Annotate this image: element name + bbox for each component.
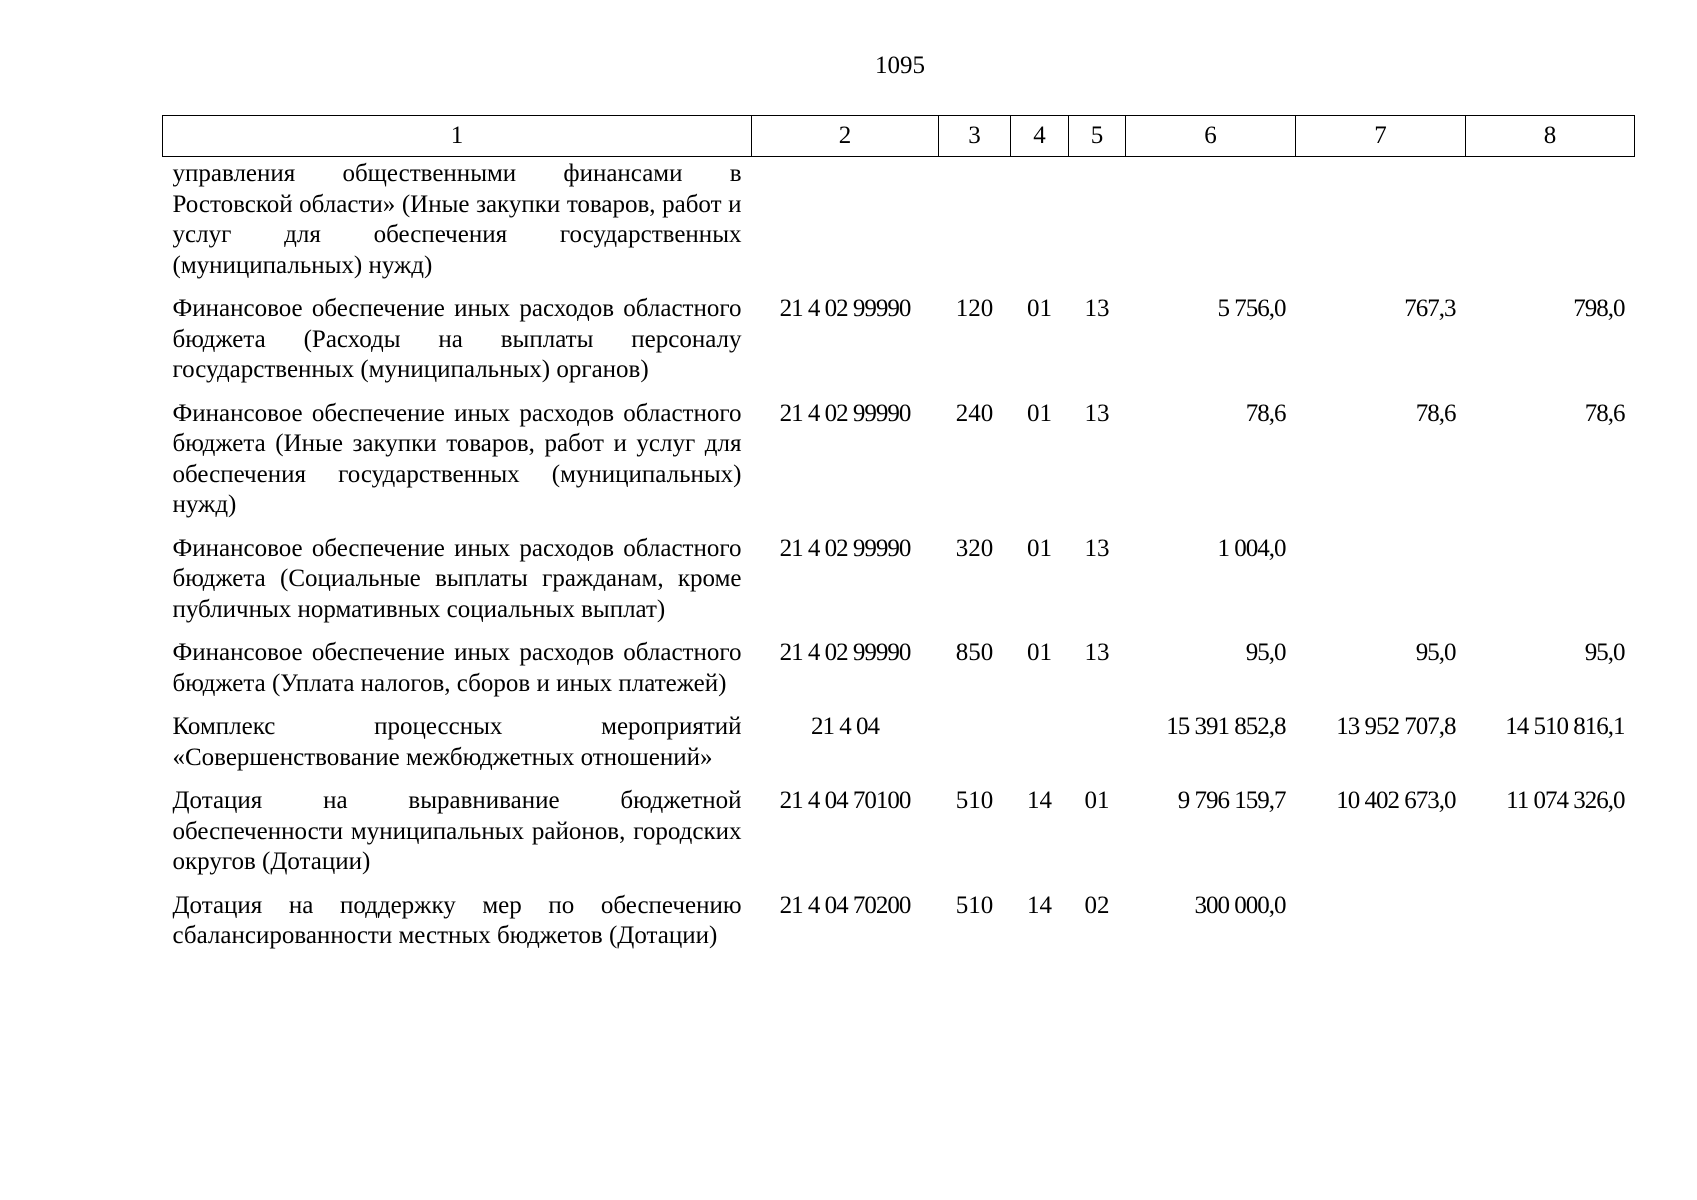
header-col-1: 1 [163,116,752,157]
row-section [1011,707,1069,781]
row-amount-col8: 798,0 [1573,295,1625,322]
row-target-code: 21 4 04 [811,713,879,740]
row-description: Дотация на выравнивание бюджетной обеспеченности муниципальных районов, городских округов (Дотации) [172,787,742,875]
table-row [163,707,1635,781]
table-row [163,157,1635,290]
header-col-8: 8 [1466,116,1635,157]
table-header [163,116,1635,157]
row-expense-type: 320 [955,534,994,562]
row-section: 01 [1027,295,1052,322]
table-row [163,781,1635,886]
row-description: Комплекс процессных мероприятий «Совершенствование межбюджетных отношений» [172,713,742,771]
row-amount-col7: 10 402 673,0 [1336,787,1456,814]
row-amount-col6 [1126,157,1296,290]
row-amount-col6: 5 756,0 [1217,295,1286,322]
row-amount-col8 [1466,886,1635,960]
row-expense-type: 850 [955,639,994,666]
row-amount-col7: 767,3 [1404,295,1456,322]
header-col-7: 7 [1296,116,1466,157]
page-number: 1095 [875,52,925,79]
row-expense-type [939,157,1011,290]
row-description: Дотация на поддержку мер по обеспечению сбалансированности местных бюджетов (Дотации) [172,891,742,949]
header-col-5: 5 [1069,116,1126,157]
row-amount-col7: 78,6 [1415,399,1456,427]
row-description: Финансовое обеспечение иных расходов областного бюджета (Уплата налогов, сборов и иных платежей) [172,639,742,697]
row-amount-col8: 11 074 326,0 [1506,787,1625,814]
row-subsection: 13 [1084,534,1110,562]
row-amount-col8 [1466,157,1635,290]
row-section: 01 [1027,534,1052,562]
row-target-code: 21 4 02 99990 [779,399,911,427]
header-col-6: 6 [1126,116,1296,157]
row-amount-col8: 78,6 [1584,399,1625,427]
row-subsection: 01 [1084,787,1110,814]
row-description: Финансовое обеспечение иных расходов областного бюджета (Иные закупки товаров, работ и услуг для обеспечения государственных (муниципальных) нужд) [172,399,742,518]
row-amount-col6: 78,6 [1245,399,1286,427]
row-amount-col7: 95,0 [1415,639,1456,666]
row-section [1011,157,1069,290]
row-target-code [752,157,939,290]
row-amount-col6: 300 000,0 [1194,891,1286,919]
row-expense-type: 240 [955,399,994,427]
row-target-code: 21 4 04 70200 [779,891,911,919]
row-amount-col6: 15 391 852,8 [1166,713,1286,740]
row-expense-type: 510 [955,891,994,919]
header-row [163,116,1635,157]
row-amount-col6: 9 796 159,7 [1177,787,1286,814]
row-expense-type [939,707,1011,781]
row-expense-type: 120 [955,295,994,322]
table-row [163,394,1635,529]
row-description: Финансовое обеспечение иных расходов областного бюджета (Социальные выплаты гражданам, кроме публичных нормативных социальных выплат) [172,534,742,623]
table-row [163,529,1635,634]
row-subsection [1069,707,1126,781]
table-row [163,289,1635,394]
row-subsection [1069,157,1126,290]
header-col-4: 4 [1011,116,1069,157]
row-expense-type: 510 [955,787,994,814]
row-amount-col7 [1296,886,1466,960]
row-section: 01 [1027,399,1052,427]
row-target-code: 21 4 02 99990 [779,534,911,562]
budget-table [162,115,1635,960]
table-row [163,633,1635,707]
row-section: 14 [1027,891,1052,919]
row-target-code: 21 4 04 70100 [779,787,911,814]
row-subsection: 13 [1084,639,1110,666]
header-col-2: 2 [752,116,939,157]
row-description: управления общественными финансами в Ростовской области» (Иные закупки товаров, работ и услуг для обеспечения государственных (муниципальных) нужд) [172,160,742,279]
row-amount-col7 [1296,529,1466,634]
row-amount-col7 [1296,157,1466,290]
row-target-code: 21 4 02 99990 [779,295,911,322]
row-amount-col7: 13 952 707,8 [1336,713,1456,740]
row-subsection: 13 [1084,399,1110,427]
row-section: 01 [1027,639,1052,666]
row-description: Финансовое обеспечение иных расходов областного бюджета (Расходы на выплаты персоналу государственных (муниципальных) органов) [172,295,742,383]
row-amount-col6: 1 004,0 [1217,534,1286,562]
row-amount-col8: 95,0 [1584,639,1625,666]
row-amount-col8: 14 510 816,1 [1505,713,1625,740]
table-body [163,157,1635,960]
row-section: 14 [1027,787,1052,814]
table-row [163,886,1635,960]
header-col-3: 3 [939,116,1011,157]
row-subsection: 02 [1084,891,1110,919]
row-target-code: 21 4 02 99990 [779,639,911,666]
row-amount-col8 [1466,529,1635,634]
row-subsection: 13 [1084,295,1110,322]
row-amount-col6: 95,0 [1245,639,1286,666]
